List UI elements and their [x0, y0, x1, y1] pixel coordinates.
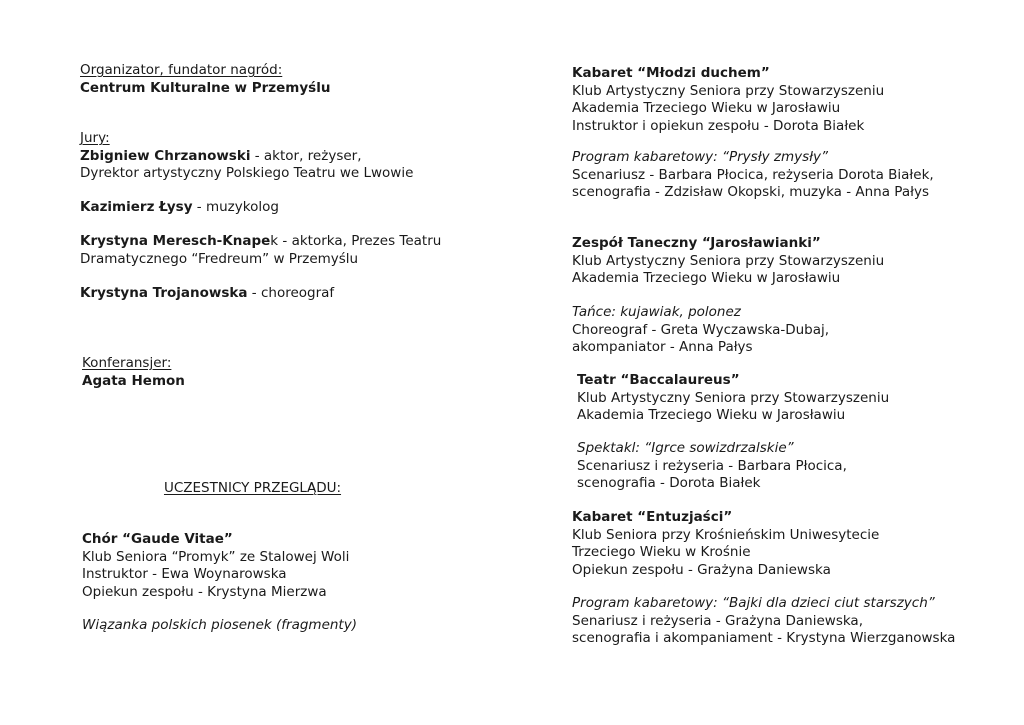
jury-member-name: Zbigniew Chrzanowski — [80, 147, 251, 164]
entry-detail: scenografia - Dorota Białek — [577, 475, 761, 491]
jury-member-name-tail: k — [270, 233, 279, 249]
choir-line: Klub Seniora “Promyk” ze Stalowej Woli — [82, 548, 350, 565]
choir-section — [82, 531, 349, 601]
entry-line: Akademia Trzeciego Wieku w Jarosławiu — [577, 407, 846, 423]
jury-member-3-role2: Dramatycznego “Fredreum” w Przemyślu — [80, 250, 359, 267]
entry-detail: Scenariusz - Barbara Płocica, reżyseria Dorota Białek, — [572, 166, 934, 183]
entry-mlodzi-duchem-program — [572, 149, 934, 202]
jury-member-1-role2: Dyrektor artystyczny Polskiego Teatru we Lwowie — [80, 165, 414, 181]
entry-program: Program kabaretowy: “Prysły zmysły” — [572, 149, 828, 165]
entry-line: Klub Artystyczny Seniora przy Stowarzyszeniu — [572, 82, 885, 99]
jury-member-role: - muzykolog — [192, 199, 279, 215]
host-section — [82, 355, 185, 390]
entry-line: Klub Artystyczny Seniora przy Stowarzyszeniu — [572, 252, 885, 269]
entry-line: Opiekun zespołu - Grażyna Daniewska — [572, 561, 831, 578]
choir-line: Instruktor - Ewa Woynarowska — [82, 566, 287, 582]
jury-member-name: Krystyna Meresch-Knape — [80, 233, 271, 249]
entry-detail: Choreograf - Greta Wyczawska-Dubaj, — [572, 321, 830, 338]
jury-section — [80, 130, 413, 183]
entry-title: Teatr “Baccalaureus” — [577, 372, 740, 388]
entry-title: Zespół Taneczny “Jarosławianki” — [572, 235, 821, 251]
choir-program: Wiązanka polskich piosenek (fragmenty) — [82, 617, 357, 633]
choir-line: Opiekun zespołu - Krystyna Mierzwa — [82, 583, 327, 600]
entry-detail: akompaniator - Anna Pałys — [572, 339, 753, 355]
entry-detail: Scenariusz i reżyseria - Barbara Płocica, — [577, 457, 847, 474]
host-heading: Konferansjer: — [82, 355, 172, 371]
entry-jaroslawianki — [572, 235, 884, 288]
jury-heading: Jury: — [80, 130, 110, 146]
organizer-heading: Organizator, fundator nagród: — [80, 62, 283, 78]
jury-member-2 — [80, 199, 279, 217]
entry-title: Kabaret “Entuzjaści” — [572, 509, 733, 525]
participants-heading: UCZESTNICY PRZEGLĄDU: — [163, 480, 342, 496]
jury-member-4 — [80, 285, 334, 303]
entry-baccalaureus — [577, 372, 889, 425]
entry-line: Klub Seniora przy Krośnieńskim Uniwesytecie — [572, 526, 880, 543]
jury-member-role: - aktor, reżyser, — [250, 147, 362, 164]
entry-line: Akademia Trzeciego Wieku w Jarosławiu — [572, 100, 841, 116]
entry-program: Tańce: kujawiak, polonez — [572, 304, 741, 320]
jury-member-role: - choreograf — [247, 285, 335, 301]
entry-program: Program kabaretowy: “Bajki dla dzieci ciut starszych” — [572, 595, 935, 611]
participants-heading-wrap — [80, 480, 425, 498]
entry-entuzjasci-program — [572, 595, 955, 648]
entry-detail: scenografia - Zdzisław Okopski, muzyka - Anna Pałys — [572, 184, 929, 200]
jury-member-name: Krystyna Trojanowska — [80, 285, 248, 301]
jury-member-name: Kazimierz Łysy — [80, 199, 193, 215]
entry-entuzjasci — [572, 509, 879, 579]
entry-line: Instruktor i opiekun zespołu - Dorota Białek — [572, 117, 865, 134]
organizer-name: Centrum Kulturalne w Przemyślu — [80, 79, 331, 96]
jury-member-3 — [80, 233, 441, 268]
entry-line: Klub Artystyczny Seniora przy Stowarzyszeniu — [577, 389, 890, 406]
choir-program-wrap — [82, 617, 357, 635]
entry-program: Spektakl: “Igrce sowizdrzalskie” — [577, 440, 794, 456]
entry-line: Akademia Trzeciego Wieku w Jarosławiu — [572, 270, 841, 286]
host-name: Agata Hemon — [82, 372, 185, 389]
entry-mlodzi-duchem — [572, 65, 884, 135]
entry-detail: Senariusz i reżyseria - Grażyna Daniewska, — [572, 612, 863, 629]
jury-member-role: - aktorka, Prezes Teatru — [278, 233, 442, 249]
entry-title: Kabaret “Młodzi duchem” — [572, 65, 770, 81]
jury-member-1 — [80, 148, 413, 166]
choir-title: Chór “Gaude Vitae” — [82, 531, 233, 547]
entry-baccalaureus-program — [577, 440, 847, 493]
entry-line: Trzeciego Wieku w Krośnie — [572, 544, 751, 560]
organizer-section — [80, 62, 330, 97]
entry-detail: scenografia i akompaniament - Krystyna Wierzganowska — [572, 630, 956, 646]
entry-jaroslawianki-program — [572, 304, 829, 357]
